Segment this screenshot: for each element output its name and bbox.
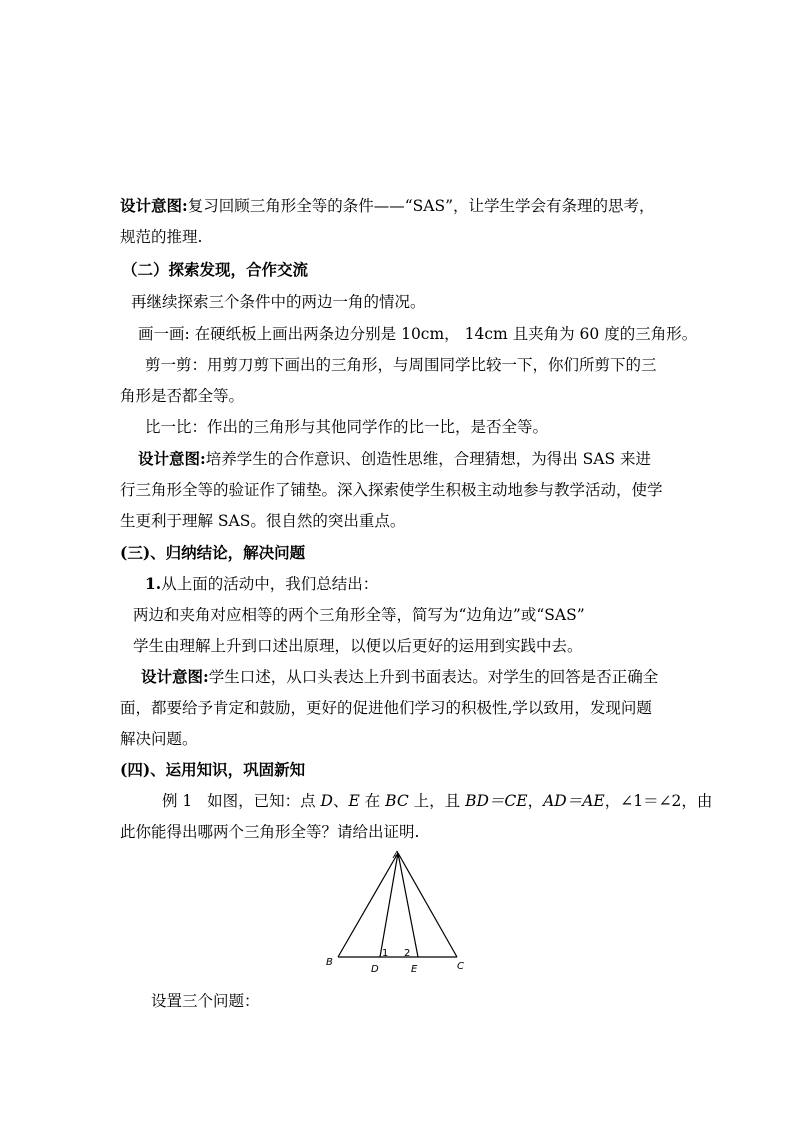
design-intent-text: 复习回顾三角形全等的条件——“SAS”，让学生学会有条理的思考， <box>187 197 655 215</box>
segment-ae-line <box>398 853 418 957</box>
example-label: 例 1 <box>162 792 193 810</box>
point-e: E <box>348 792 360 810</box>
condition-ad-ae: AD＝AE <box>543 792 605 810</box>
design-intent-label: 设计意图: <box>120 196 188 215</box>
three-questions: 设置三个问题： <box>151 992 260 1010</box>
example-text: 、 <box>332 792 349 810</box>
triangle-figure <box>320 845 470 975</box>
activity-compare: 比一比：作出的三角形与其他同学作的比一比，是否全等。 <box>145 418 549 436</box>
label-d: D <box>371 964 379 975</box>
design-intent-paragraph-3 <box>141 667 658 687</box>
activity-draw: 画一画: 在硬纸板上画出两条边分别是 10cm， 14cm 且夹角为 60 度的三角形。 <box>138 325 698 343</box>
design-intent-paragraph-2 <box>138 449 651 469</box>
condition-bd-ce: BD＝CE <box>465 792 528 810</box>
design-intent-paragraph-1 <box>120 196 655 216</box>
segment-ac-line <box>398 853 457 957</box>
point-d: D <box>320 792 333 810</box>
design-intent-label: 设计意图: <box>141 667 209 686</box>
example-1-continued: 此你能得出哪两个三角形全等？请给出证明. <box>120 823 420 841</box>
angle-1-label: 1 <box>382 948 389 959</box>
example-text: ， <box>527 792 544 810</box>
example-text: 上，且 <box>408 792 466 810</box>
label-c: C <box>457 961 464 972</box>
point-text: 从上面的活动中，我们总结出： <box>161 575 379 593</box>
example-text: 如图，已知：点 <box>207 792 321 810</box>
design-intent-text-continued: 生更利于理解 SAS。很自然的突出重点。 <box>120 512 406 530</box>
design-intent-text-continued: 规范的推理. <box>120 228 203 246</box>
section-heading-conclusion: (三)、归纳结论，解决问题 <box>120 543 306 562</box>
activity-cut-continued: 角形是否都全等。 <box>120 387 245 405</box>
activity-cut: 剪一剪：用剪刀剪下画出的三角形，与周围同学比较一下，你们所剪下的三 <box>145 356 657 374</box>
sas-rule: 两边和夹角对应相等的两个三角形全等，简写为“边角边”或“SAS” <box>133 606 585 624</box>
example-text: ，∠1＝∠2，由 <box>604 792 713 810</box>
explore-intro: 再继续探索三个条件中的两边一角的情况。 <box>131 293 426 311</box>
design-intent-text: 培养学生的合作意识、创造性思维，合理猜想，为得出 SAS 来进 <box>205 450 652 468</box>
segment-bc: BC <box>385 792 409 810</box>
student-note: 学生由理解上升到口述出原理，以便以后更好的运用到实践中去。 <box>133 637 583 655</box>
section-heading-explore: （二）探索发现，合作交流 <box>122 260 309 279</box>
design-intent-text-continued: 解决问题。 <box>120 730 198 748</box>
design-intent-text-continued: 行三角形全等的验证作了铺垫。深入探索使学生积极主动地参与教学活动，使学 <box>120 481 663 499</box>
example-1 <box>162 791 712 811</box>
point-number: 1. <box>145 574 162 593</box>
label-b: B <box>326 957 333 968</box>
label-a: A <box>393 850 400 861</box>
design-intent-label: 设计意图: <box>138 449 206 468</box>
design-intent-text-continued: 面，都要给予肯定和鼓励，更好的促进他们学习的积极性,学以致用，发现问题 <box>120 699 652 717</box>
angle-2-label: 2 <box>404 948 411 959</box>
summary-point <box>145 574 378 594</box>
label-e: E <box>411 964 418 975</box>
design-intent-text: 学生口述，从口头表达上升到书面表达。对学生的回答是否正确全 <box>208 668 659 686</box>
example-text: 在 <box>359 792 386 810</box>
section-heading-application: (四)、运用知识，巩固新知 <box>120 760 306 779</box>
